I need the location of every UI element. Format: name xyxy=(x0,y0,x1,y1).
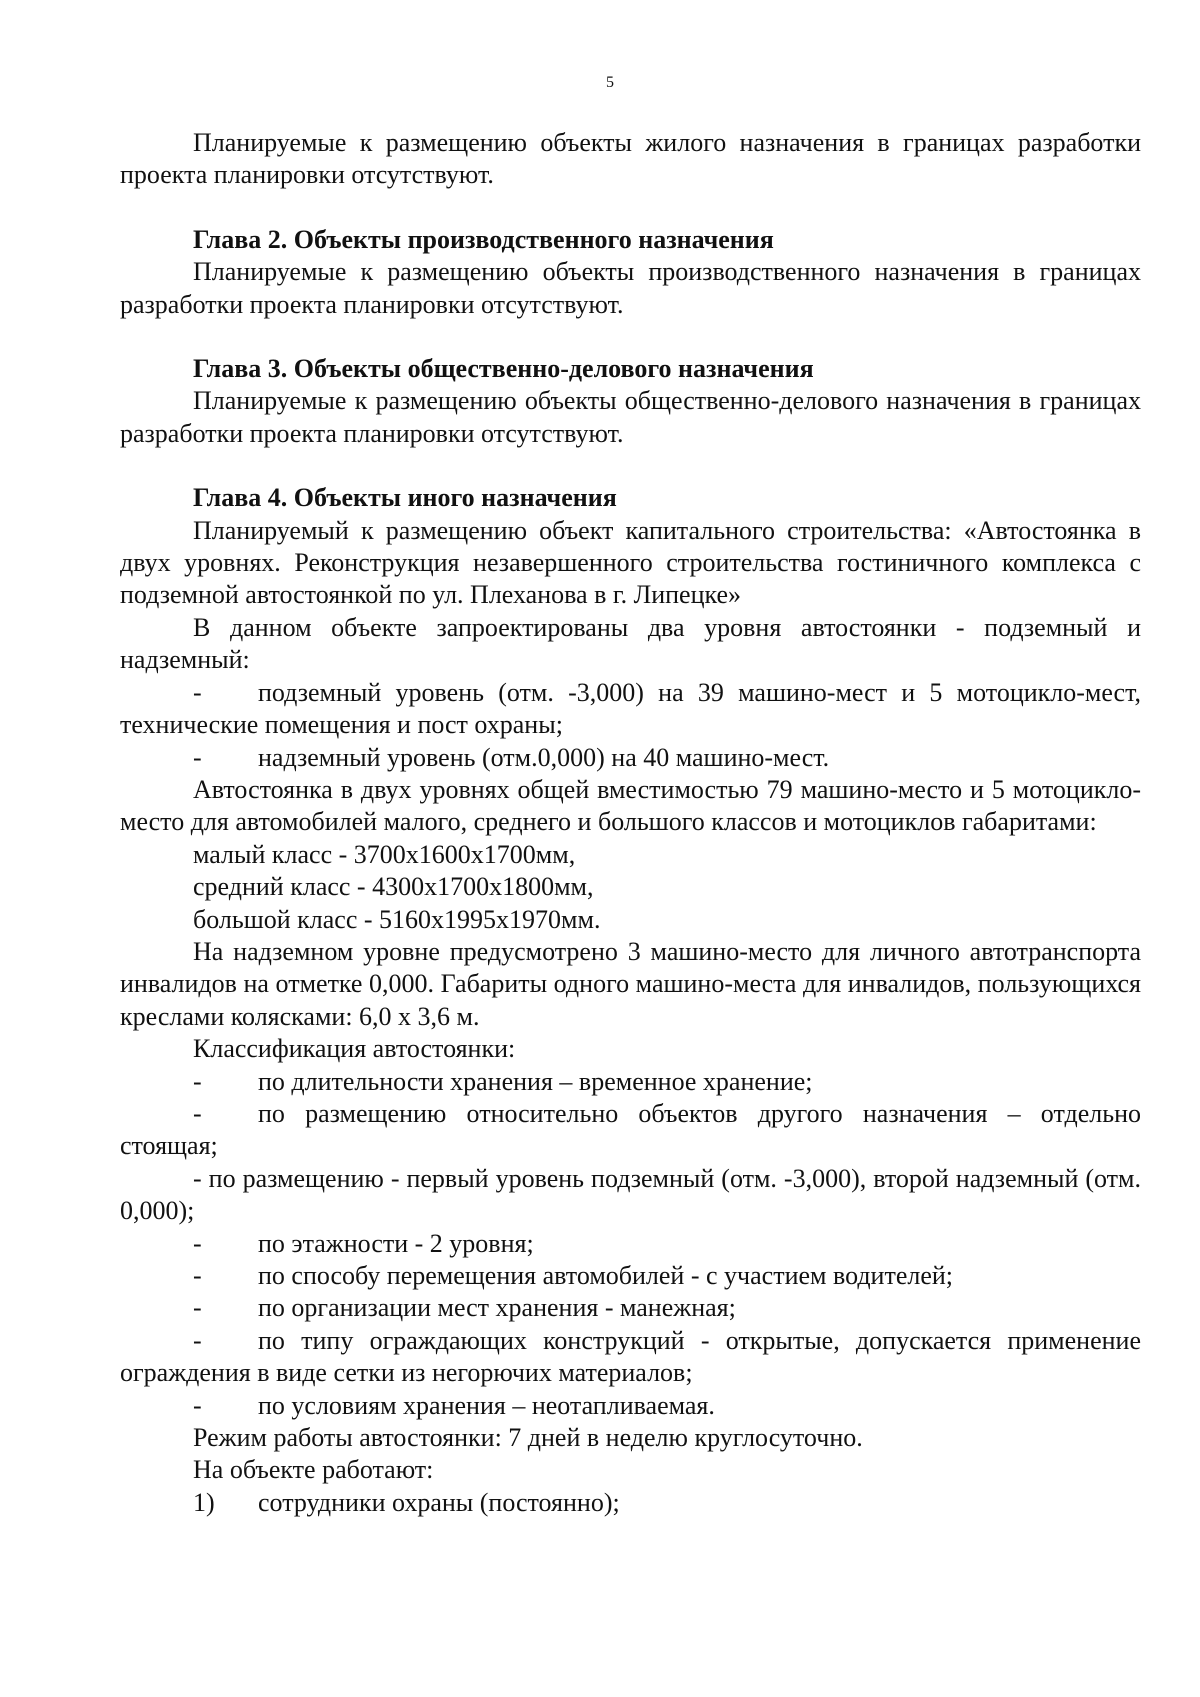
dash-marker: - xyxy=(193,1098,202,1128)
levels-intro: В данном объекте запроектированы два уровня автостоянки - подземный и надземный: xyxy=(120,612,1141,675)
dash-marker: - xyxy=(193,1390,202,1420)
level-item xyxy=(120,677,1141,742)
placement-paragraph: - по размещению - первый уровень подземный (отм. -3,000), второй надземный (отм. 0,000); xyxy=(120,1163,1141,1226)
level-text: надземный уровень (отм.0,000) на 40 машино-мест. xyxy=(258,742,830,772)
chapter-2-text: Планируемые к размещению объекты производственного назначения в границах разработки проекта планировки отсутствуют. xyxy=(120,257,1141,319)
object-description: Планируемый к размещению объект капитального строительства: «Автостоянка в двух уровнях. Реконструкция незавершенного строительства гостиничного комплекса с подземной автостоянкой по ул. Плеханова в г. Липецке» xyxy=(120,515,1141,610)
operating-mode: Режим работы автостоянки: 7 дней в неделю круглосуточно. xyxy=(193,1423,863,1453)
classification-text: по условиям хранения – неотапливаемая. xyxy=(258,1390,715,1420)
staff-number: 1) xyxy=(193,1487,215,1517)
classification-item xyxy=(120,1228,1141,1260)
dash-marker: - xyxy=(193,1228,202,1258)
dash-marker: - xyxy=(193,1293,202,1323)
disabled-parking-paragraph: На надземном уровне предусмотрено 3 машино-место для личного автотранспорта инвалидов на отметке 0,000. Габариты одного машино-места для инвалидов, пользующихся креслами колясками: 6,0 х 3,6 м. xyxy=(120,936,1141,1031)
classification-text: по типу ограждающих конструкций - открытые, допускается применение ограждения в виде сетки из негорючих материалов; xyxy=(120,1325,1141,1388)
dash-marker: - xyxy=(193,1066,202,1096)
staff-text: сотрудники охраны (постоянно); xyxy=(258,1487,620,1517)
chapter-4-heading: Глава 4. Объекты иного назначения xyxy=(193,483,617,513)
capacity-paragraph: Автостоянка в двух уровнях общей вместимостью 79 машино-место и 5 мотоцикло-место для автомобилей малого, среднего и большого классов и мотоциклов габаритами: xyxy=(120,774,1141,837)
classification-item xyxy=(120,1390,1141,1422)
classification-text: по способу перемещения автомобилей - с участием водителей; xyxy=(258,1261,954,1290)
page-number: 5 xyxy=(606,74,614,91)
dash-marker: - xyxy=(193,1261,202,1290)
staff-item xyxy=(120,1487,1141,1519)
chapter-2-heading: Глава 2. Объекты производственного назначения xyxy=(193,224,774,254)
class-item: средний класс - 4300х1700х1800мм, xyxy=(193,872,594,902)
chapter-3-heading: Глава 3. Объекты общественно-делового назначения xyxy=(193,354,814,384)
level-item xyxy=(120,742,1141,774)
class-item: малый класс - 3700х1600х1700мм, xyxy=(193,839,576,869)
dash-marker: - xyxy=(193,742,202,772)
classification-text: по этажности - 2 уровня; xyxy=(258,1228,534,1258)
dash-marker: - xyxy=(193,1325,202,1355)
classification-text: по длительности хранения – временное хранение; xyxy=(258,1066,813,1096)
chapter-3-text: Планируемые к размещению объекты общественно-делового назначения в границах разработки проекта планировки отсутствуют. xyxy=(120,386,1141,448)
classification-item xyxy=(120,1260,1141,1292)
intro-paragraph: Планируемые к размещению объекты жилого назначения в границах разработки проекта планировки отсутствуют. xyxy=(120,128,1141,190)
classification-text: по размещению относительно объектов другого назначения – отдельно стоящая; xyxy=(120,1098,1141,1161)
staff-label: На объекте работают: xyxy=(193,1455,434,1485)
level-text: подземный уровень (отм. -3,000) на 39 машино-мест и 5 мотоцикло-мест, технические помещения и пост охраны; xyxy=(120,677,1141,740)
classification-text: по организации мест хранения - манежная; xyxy=(258,1293,736,1323)
document-page xyxy=(120,127,1141,1519)
classification-item xyxy=(120,1098,1141,1163)
classification-label: Классификация автостоянки: xyxy=(193,1034,516,1064)
classification-item xyxy=(120,1292,1141,1324)
class-item: большой класс - 5160х1995х1970мм. xyxy=(193,904,601,934)
classification-item xyxy=(120,1325,1141,1390)
classification-item xyxy=(120,1066,1141,1098)
dash-marker: - xyxy=(193,677,202,707)
